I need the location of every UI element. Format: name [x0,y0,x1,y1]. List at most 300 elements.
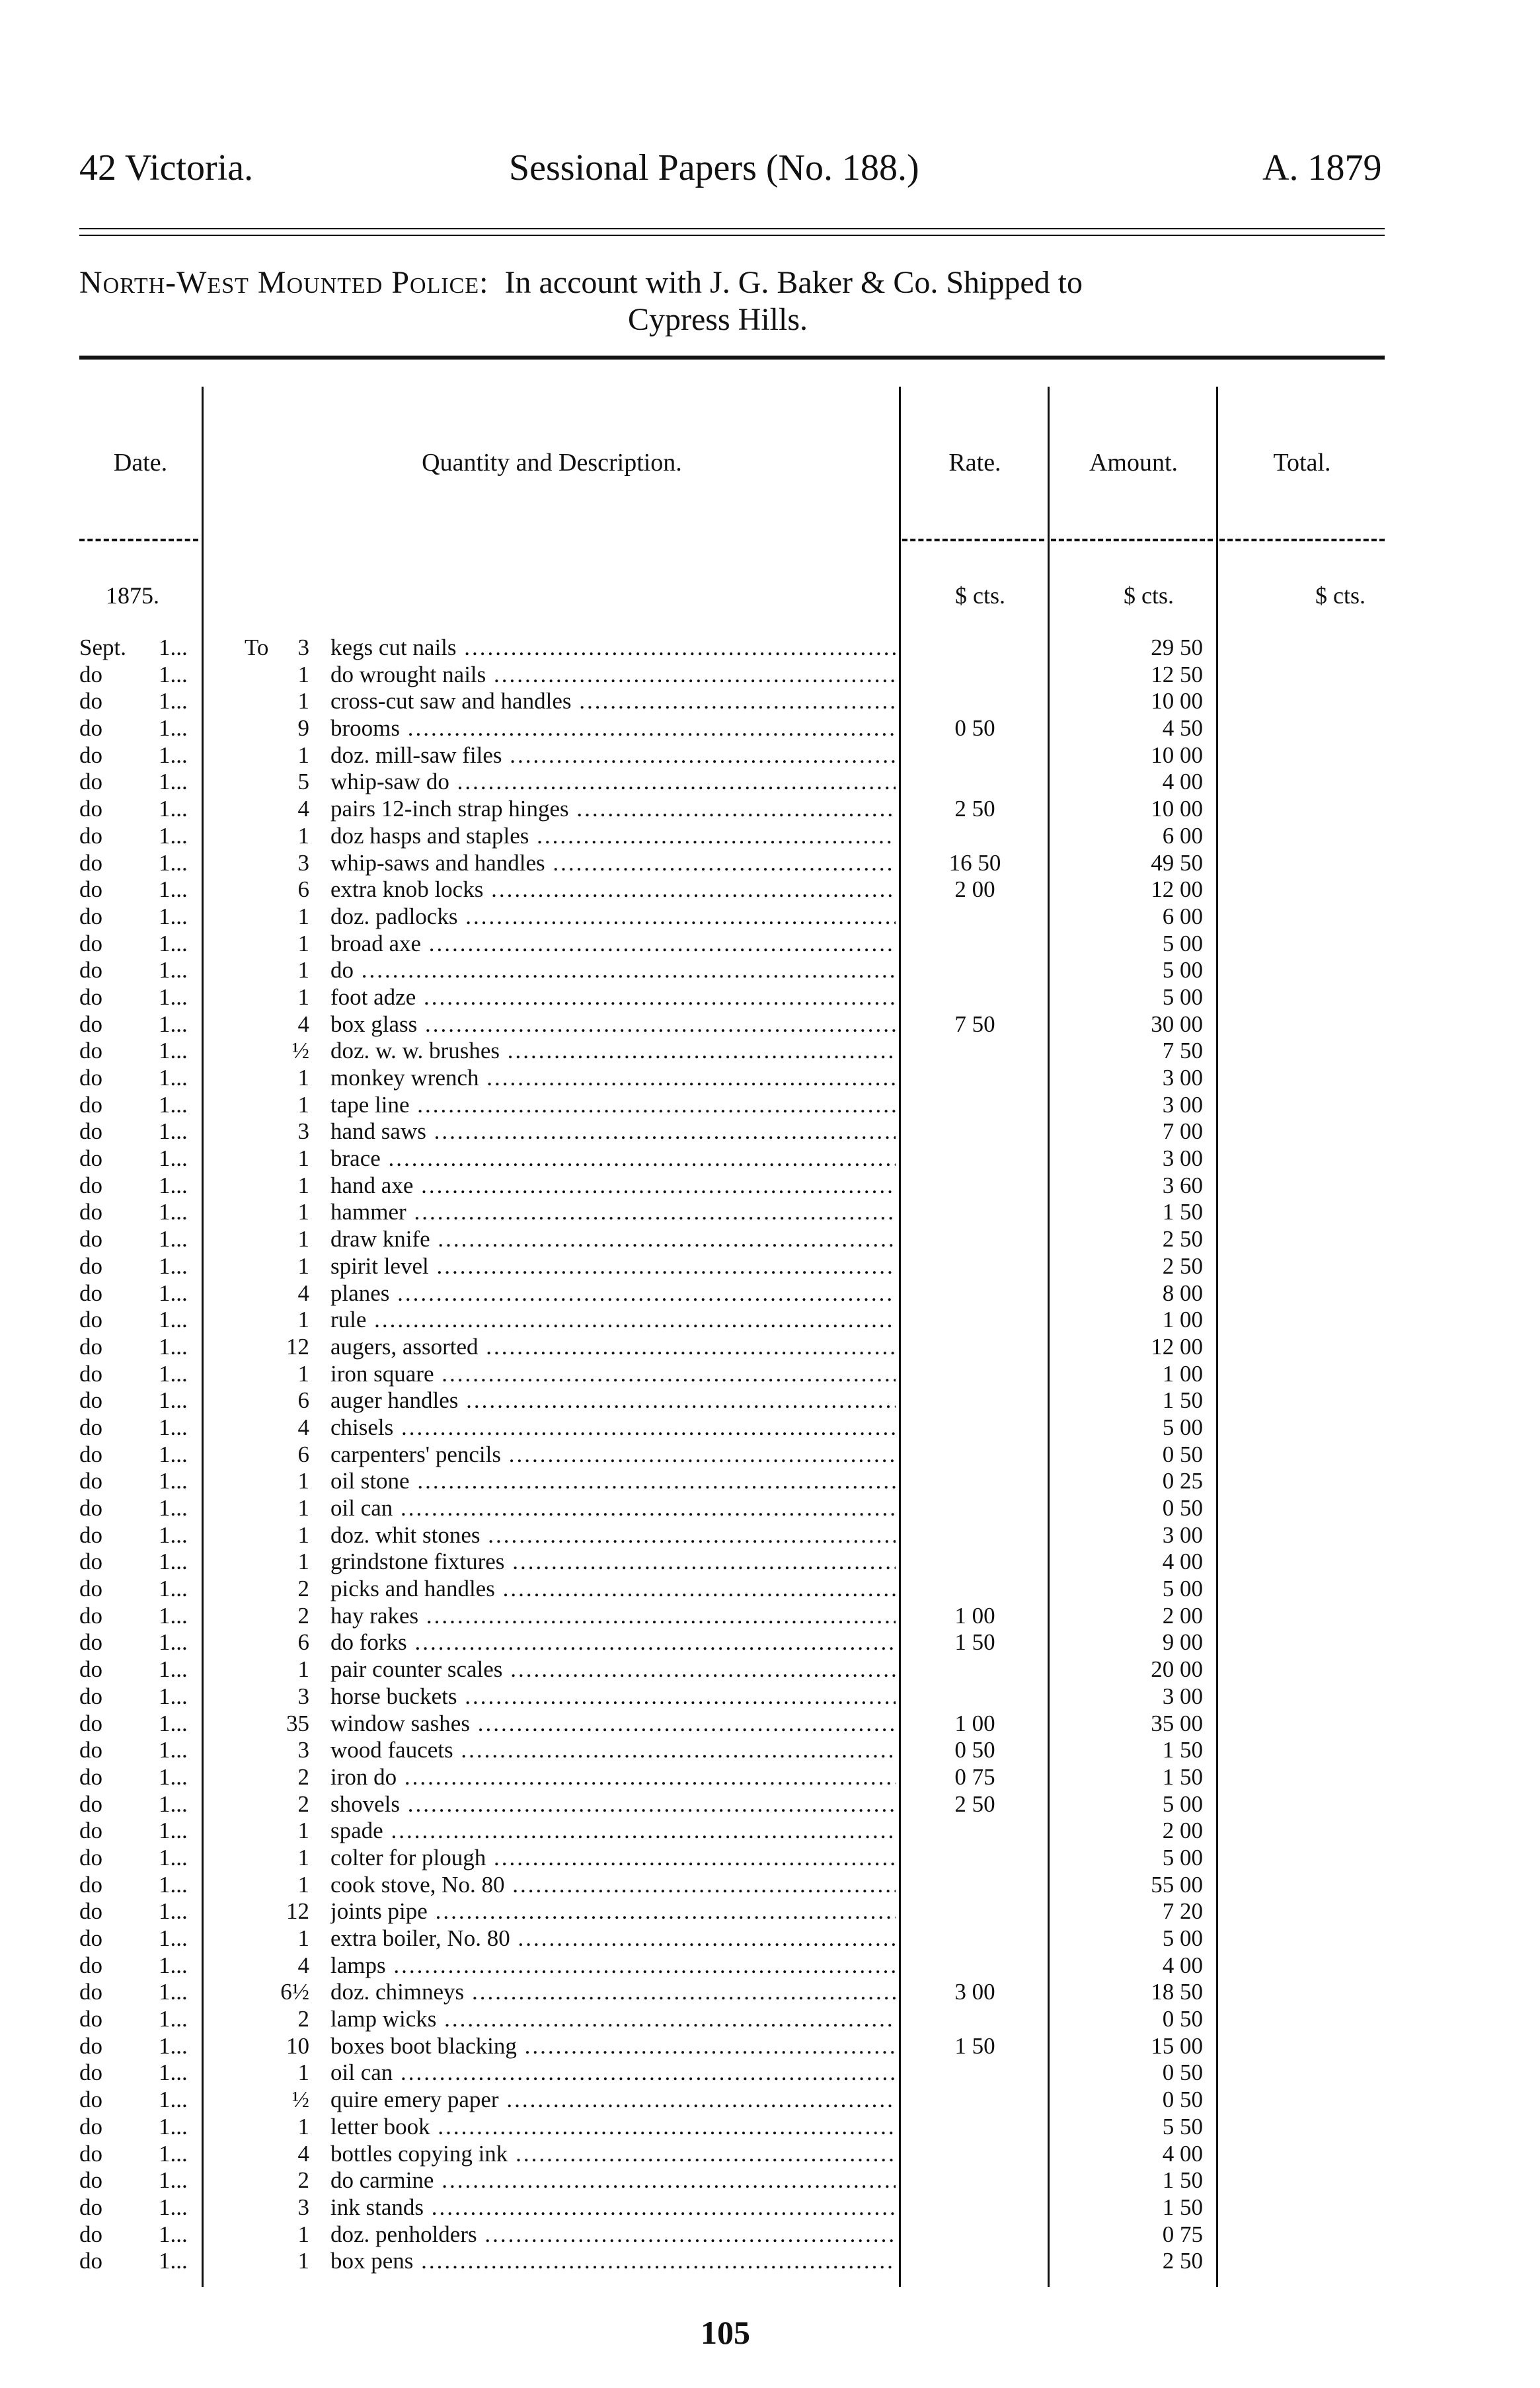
entry-description: pair counter scales ..... [330,1656,896,1683]
table-row [0,1442,1540,1469]
entry-description: whip-saws and handles ..... [330,850,896,877]
table-row [0,957,1540,984]
entry-quantity: 1 [297,2060,309,2086]
table-row [0,1253,1540,1280]
entry-month: do [79,1791,102,1817]
entry-quantity: 1 [297,1360,309,1387]
entry-rate: 16 50 [948,849,1001,876]
entry-day: 1... [159,1172,188,1198]
entry-quantity: 6 [297,1441,309,1467]
entry-month: do [79,1521,102,1548]
entry-quantity: 1 [297,930,309,956]
table-row [0,984,1540,1011]
entry-description: do ..... [330,957,896,984]
table-row [0,2141,1540,2168]
header-rule-top [79,228,1385,229]
entry-month: do [79,1199,102,1225]
entry-day: 1... [159,1414,188,1440]
entry-day: 1... [159,1199,188,1225]
table-row [0,1629,1540,1656]
entry-amount: 5 00 [1162,1844,1203,1870]
entry-quantity: 1 [297,1925,309,1951]
entry-amount: 5 00 [1162,930,1203,956]
entry-quantity: 4 [297,796,309,822]
entry-month: do [79,769,102,795]
entry-description: lamp wicks ..... [330,2006,896,2033]
entry-day: 1... [159,930,188,956]
table-row [0,1011,1540,1038]
col-header-date: Date. [113,449,168,477]
table-row [0,1334,1540,1361]
entry-quantity: 2 [297,1763,309,1790]
entry-quantity: 2 [297,1602,309,1629]
entry-amount: 2 50 [1162,1226,1203,1252]
entry-month: do [79,822,102,849]
entry-day: 1... [159,1091,188,1118]
table-row [0,1925,1540,1952]
entry-day: 1... [159,1280,188,1306]
entry-day: 1... [159,2006,188,2032]
entry-amount: 3 00 [1162,1065,1203,1091]
entry-amount: 0 75 [1162,2221,1203,2247]
entry-day: 1... [159,1387,188,1414]
col-header-amount: Amount. [1089,449,1178,477]
entry-description: extra boiler, No. 80 ..... [330,1925,896,1952]
entry-month: do [79,796,102,822]
table-row [0,635,1540,662]
entry-description: spade ..... [330,1818,896,1845]
entry-quantity: 3 [297,635,309,660]
entry-quantity: 4 [297,1414,309,1440]
entry-month: do [79,2248,102,2274]
entry-description: grindstone fixtures ..... [330,1549,896,1576]
entry-amount: 4 00 [1162,1549,1203,1575]
entry-rate: 2 50 [954,796,995,822]
entry-month: do [79,1763,102,1790]
entry-month: do [79,1549,102,1575]
entry-quantity: 1 [297,1468,309,1494]
entry-day: 1... [159,1791,188,1817]
entry-amount: 6 00 [1162,822,1203,849]
entry-quantity: 4 [297,1952,309,1978]
table-row [0,796,1540,823]
entry-day: 1... [159,688,188,714]
table-row [0,769,1540,796]
entry-day: 1... [159,957,188,983]
entry-month: do [79,742,102,768]
entry-quantity: 1 [297,661,309,687]
entry-amount: 1 50 [1162,2194,1203,2220]
entry-quantity: 2 [297,2167,309,2194]
entry-quantity: 1 [297,1252,309,1279]
entry-description: hand saws ..... [330,1118,896,1145]
entry-amount: 55 00 [1151,1871,1203,1898]
entry-description: extra knob locks ..... [330,876,896,904]
entry-month: do [79,2087,102,2113]
entry-month: do [79,1011,102,1037]
table-row [0,1656,1540,1683]
col-header-description: Quantity and Description. [422,449,682,477]
entry-amount: 29 50 [1151,635,1203,660]
entry-month: do [79,2060,102,2086]
entry-rate: 0 75 [954,1763,995,1790]
entry-description: spirit level ..... [330,1253,896,1280]
entry-month: do [79,2032,102,2059]
entry-month: do [79,1441,102,1467]
entry-day: 1... [159,1333,188,1360]
entry-amount: 5 00 [1162,1414,1203,1440]
entry-quantity: 1 [297,822,309,849]
entry-month: do [79,1414,102,1440]
header-dash-total [1219,539,1385,541]
entry-month: do [79,1629,102,1656]
table-row [0,1764,1540,1791]
entry-quantity: 1 [297,903,309,929]
entry-month: do [79,1252,102,1279]
entry-amount: 0 50 [1162,2060,1203,2086]
table-row [0,1979,1540,2006]
entry-quantity: ½ [291,2087,309,2113]
entry-day: 1... [159,1710,188,1736]
table-row [0,1361,1540,1388]
entry-day: 1... [159,1360,188,1387]
entry-month: do [79,688,102,714]
table-row [0,1845,1540,1872]
entry-amount: 3 60 [1162,1172,1203,1198]
entry-month: do [79,1818,102,1844]
entry-description: oil can ..... [330,2060,896,2087]
entry-rate: 1 50 [954,1629,995,1656]
entry-amount: 2 00 [1162,1818,1203,1844]
entry-day: 1... [159,1656,188,1683]
entry-day: 1... [159,742,188,768]
entry-description: oil can ..... [330,1495,896,1522]
entry-day: 1... [159,796,188,822]
entry-description: monkey wrench ..... [330,1065,896,1092]
entry-month: do [79,876,102,903]
entry-quantity: 3 [297,1737,309,1763]
account-heading: North-West Mounted Police: [79,265,489,300]
entry-description: do forks ..... [330,1629,896,1656]
entry-amount: 3 00 [1162,1521,1203,1548]
entry-day: 1... [159,1844,188,1870]
table-row [0,2248,1540,2275]
entry-amount: 1 50 [1162,1737,1203,1763]
entry-description: shovels ..... [330,1791,896,1818]
entry-amount: 10 00 [1151,688,1203,714]
entry-day: 1... [159,769,188,795]
entry-rate: 7 50 [954,1011,995,1037]
entry-quantity: 4 [297,1011,309,1037]
entry-to: To [245,635,269,660]
table-row [0,715,1540,742]
table-row [0,2194,1540,2221]
entry-description: iron square ..... [330,1361,896,1388]
table-row [0,1038,1540,1065]
entry-rate: 1 00 [954,1710,995,1736]
year-label: 1875. [106,582,159,609]
entry-amount: 5 00 [1162,1791,1203,1817]
table-row [0,2006,1540,2033]
entry-amount: 0 50 [1162,2087,1203,2113]
entry-day: 1... [159,2167,188,2194]
entry-description: planes ..... [330,1280,896,1307]
table-row [0,2221,1540,2249]
entry-quantity: 2 [297,2006,309,2032]
entry-description: doz. mill-saw files ..... [330,742,896,769]
entry-day: 1... [159,1602,188,1629]
entry-month: do [79,983,102,1010]
entry-month: do [79,1091,102,1118]
table-row [0,1818,1540,1845]
entry-amount: 0 50 [1162,2006,1203,2032]
entry-amount: 4 00 [1162,1952,1203,1978]
table-row [0,688,1540,715]
entry-month: do [79,1925,102,1951]
entry-quantity: 1 [297,1495,309,1521]
entry-amount: 5 00 [1162,1576,1203,1602]
entry-day: 1... [159,1038,188,1064]
entry-day: 1... [159,1576,188,1602]
entry-quantity: ½ [291,1038,309,1064]
entry-amount: 1 50 [1162,1763,1203,1790]
entry-quantity: 1 [297,1656,309,1683]
entry-description: hand axe ..... [330,1173,896,1200]
table-row [0,1199,1540,1226]
entry-amount: 1 00 [1162,1360,1203,1387]
entry-month: do [79,1656,102,1683]
entry-description: whip-saw do ..... [330,769,896,796]
entry-amount: 1 50 [1162,1199,1203,1225]
table-row [0,1065,1540,1092]
entry-description: doz. padlocks ..... [330,904,896,931]
entry-amount: 12 50 [1151,661,1203,687]
entry-description: do wrought nails ..... [330,662,896,689]
entry-quantity: 1 [297,1818,309,1844]
entry-description: boxes boot blacking ..... [330,2033,896,2060]
entry-day: 1... [159,1737,188,1763]
entry-month: do [79,1952,102,1978]
entry-day: 1... [159,2194,188,2220]
entry-quantity: 6 [297,876,309,903]
entry-amount: 8 00 [1162,1280,1203,1306]
entry-day: 1... [159,1925,188,1951]
table-row [0,1603,1540,1630]
table-row [0,1576,1540,1603]
entry-description: kegs cut nails ..... [330,635,896,662]
table-row [0,662,1540,689]
entry-month: do [79,2194,102,2220]
entry-quantity: 1 [297,2248,309,2274]
entry-day: 1... [159,2113,188,2139]
entry-month: do [79,1844,102,1870]
entry-day: 1... [159,1763,188,1790]
entry-month: do [79,2140,102,2167]
col-header-rate: Rate. [948,449,1001,477]
entry-amount: 30 00 [1151,1011,1203,1037]
entry-description: doz. chimneys ..... [330,1979,896,2006]
entry-month: do [79,661,102,687]
table-row [0,2060,1540,2087]
entry-day: 1... [159,1549,188,1575]
entry-month: do [79,2221,102,2247]
entry-description: brace ..... [330,1145,896,1173]
header-year: A. 1879 [1262,147,1382,188]
entry-amount: 7 00 [1162,1118,1203,1145]
table-row [0,1307,1540,1334]
entry-month: do [79,930,102,956]
entry-day: 1... [159,1065,188,1091]
entry-amount: 7 50 [1162,1038,1203,1064]
table-row [0,1226,1540,1253]
entry-description: quire emery paper ..... [330,2087,896,2114]
entry-day: 1... [159,1683,188,1709]
table-row [0,1737,1540,1764]
entry-description: augers, assorted ..... [330,1334,896,1361]
entry-amount: 6 00 [1162,903,1203,929]
col-header-total: Total. [1273,449,1331,477]
entry-amount: 18 50 [1151,1979,1203,2005]
entry-quantity: 3 [297,2194,309,2220]
entry-amount: 2 50 [1162,2248,1203,2274]
entry-quantity: 6½ [280,1979,309,2005]
entry-month: do [79,1333,102,1360]
table-row [0,2167,1540,2194]
entry-description: cross-cut saw and handles ..... [330,688,896,715]
entry-day: 1... [159,1441,188,1467]
header-volume: 42 Victoria. [79,147,254,188]
entry-quantity: 1 [297,2113,309,2139]
entry-amount: 4 00 [1162,769,1203,795]
entry-amount: 49 50 [1151,849,1203,876]
entry-day: 1... [159,1629,188,1656]
table-row [0,1872,1540,1899]
entry-amount: 35 00 [1151,1710,1203,1736]
entry-amount: 1 00 [1162,1307,1203,1333]
entry-month: do [79,903,102,929]
table-row [0,823,1540,850]
entry-month: do [79,1038,102,1064]
entry-month: Sept. [79,635,126,660]
entry-amount: 12 00 [1151,1333,1203,1360]
entry-description: cook stove, No. 80 ..... [330,1872,896,1899]
entry-day: 1... [159,983,188,1010]
table-row [0,1711,1540,1738]
entry-rate: 2 50 [954,1791,995,1817]
total-units: $ cts. [1315,582,1366,609]
entry-day: 1... [159,1871,188,1898]
entry-description: lamps ..... [330,1952,896,1980]
entry-description: hammer ..... [330,1199,896,1226]
amount-units: $ cts. [1124,582,1174,609]
entry-day: 1... [159,2140,188,2167]
table-row [0,2033,1540,2060]
entry-month: do [79,1307,102,1333]
entry-quantity: 1 [297,1065,309,1091]
entry-amount: 3 00 [1162,1145,1203,1172]
header-dash-date [79,539,198,541]
table-row [0,876,1540,904]
entry-amount: 10 00 [1151,796,1203,822]
entry-quantity: 1 [297,1172,309,1198]
entry-day: 1... [159,1226,188,1252]
table-row [0,850,1540,877]
entry-quantity: 12 [286,1898,309,1925]
entry-quantity: 4 [297,1280,309,1306]
ledger-rows [0,635,1540,2275]
entry-quantity: 1 [297,1307,309,1333]
entry-quantity: 1 [297,1844,309,1870]
entry-amount: 0 25 [1162,1468,1203,1494]
entry-quantity: 6 [297,1629,309,1656]
entry-amount: 5 00 [1162,1925,1203,1951]
entry-description: carpenters' pencils ..... [330,1442,896,1469]
entry-description: doz. penholders ..... [330,2221,896,2249]
entry-amount: 5 00 [1162,983,1203,1010]
entry-month: do [79,2167,102,2194]
header-dash-rate [902,539,1044,541]
entry-amount: 0 50 [1162,1495,1203,1521]
entry-quantity: 2 [297,1791,309,1817]
entry-month: do [79,1710,102,1736]
entry-description: broad axe ..... [330,931,896,958]
entry-description: foot adze ..... [330,984,896,1011]
entry-amount: 0 50 [1162,1441,1203,1467]
entry-month: do [79,1871,102,1898]
entry-month: do [79,1979,102,2005]
rate-units: $ cts. [955,582,1005,609]
entry-description: horse buckets ..... [330,1683,896,1711]
entry-amount: 10 00 [1151,742,1203,768]
table-row [0,1549,1540,1576]
entry-description: box glass ..... [330,1011,896,1038]
entry-month: do [79,1387,102,1414]
entry-quantity: 2 [297,1576,309,1602]
account-line-1: In account with J. G. Baker & Co. Shipped to [504,265,1083,300]
entry-month: do [79,1118,102,1145]
entry-month: do [79,1360,102,1387]
entry-amount: 1 50 [1162,1387,1203,1414]
entry-description: bottles copying ink ..... [330,2141,896,2168]
table-row [0,1118,1540,1145]
entry-description: doz hasps and staples ..... [330,823,896,850]
table-top-rule [79,356,1385,360]
entry-quantity: 12 [286,1333,309,1360]
entry-description: pairs 12-inch strap hinges ..... [330,796,896,823]
table-row [0,1145,1540,1173]
entry-quantity: 1 [297,1521,309,1548]
entry-day: 1... [159,822,188,849]
entry-month: do [79,1737,102,1763]
entry-quantity: 5 [297,769,309,795]
entry-description: box pens ..... [330,2248,896,2275]
entry-quantity: 9 [297,715,309,742]
entry-amount: 2 00 [1162,1602,1203,1629]
entry-day: 1... [159,2248,188,2274]
table-row [0,742,1540,769]
entry-day: 1... [159,1898,188,1925]
entry-description: draw knife ..... [330,1226,896,1253]
entry-quantity: 1 [297,1091,309,1118]
entry-month: do [79,1468,102,1494]
entry-amount: 20 00 [1151,1656,1203,1683]
entry-day: 1... [159,1011,188,1037]
entry-quantity: 1 [297,957,309,983]
entry-day: 1... [159,1952,188,1978]
entry-amount: 12 00 [1151,876,1203,903]
entry-day: 1... [159,661,188,687]
entry-month: do [79,1065,102,1091]
